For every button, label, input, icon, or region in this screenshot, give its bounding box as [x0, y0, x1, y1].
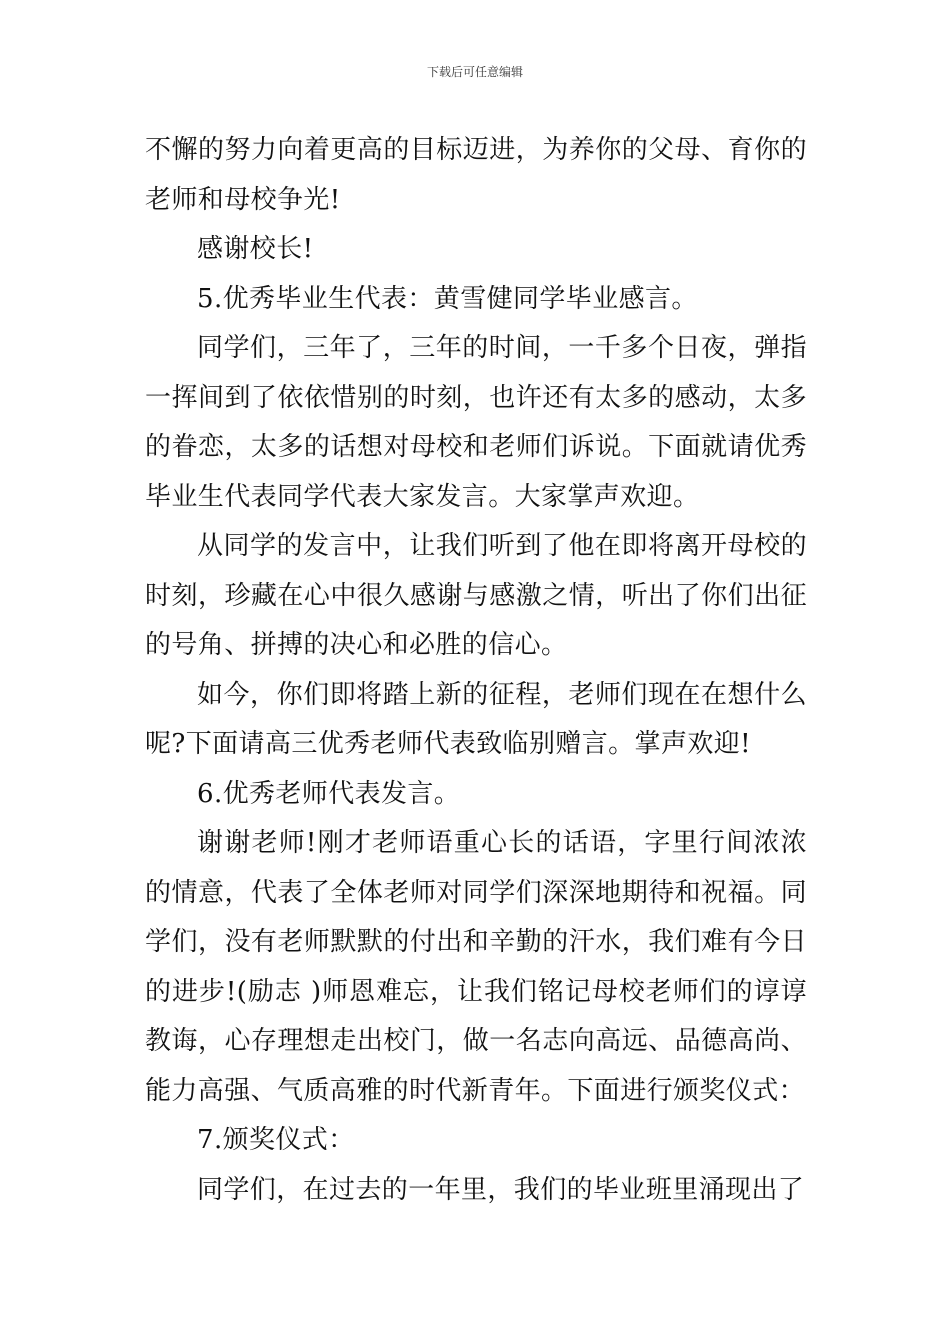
section-heading-7: 7.颁奖仪式： [197, 1125, 355, 1155]
document-body [145, 126, 807, 1215]
paragraph-after-student-speech: 从同学的发言中，让我们听到了他在即将离开母校的时刻，珍藏在心中很久感谢与感激之情，听出了你们出征的号角、拼搏的决心和必胜的信心。 [145, 531, 807, 660]
paragraph-after-teacher-speech: 谢谢老师!刚才老师语重心长的话语，字里行间浓浓的情意，代表了全体老师对同学们深深地期待和祝福。同学们，没有老师默默的付出和辛勤的汗水，我们难有今日的进步!(励志 )师恩难忘，让我们铭记母校老师们的谆谆教诲，心存理想走出校门，做一名志向高远、品德高尚、能力高强、气质高雅的时代新青年。下面进行颁奖仪式： [145, 828, 807, 1106]
paragraph-award-intro: 同学们，在过去的一年里，我们的毕业班里涌现出了 [197, 1174, 805, 1205]
section-heading-5: 5.优秀毕业生代表：黄雪健同学毕业感言。 [197, 283, 698, 314]
paragraph-thanks-principal: 感谢校长! [197, 234, 314, 264]
paragraph-intro-teacher-speech: 如今，你们即将踏上新的征程，老师们现在在想什么呢?下面请高三优秀老师代表致临别赠言。掌声欢迎! [145, 679, 807, 759]
paragraph-continuation: 不懈的努力向着更高的目标迈进，为养你的父母、育你的老师和母校争光! [145, 135, 807, 215]
page-header: 下载后可任意编辑 [426, 65, 523, 79]
paragraph-intro-student-speech: 同学们，三年了，三年的时间，一千多个日夜，弹指一挥间到了依依惜别的时刻，也许还有太多的感动，太多的眷恋，太多的话想对母校和老师们诉说。下面就请优秀毕业生代表同学代表大家发言。大家掌声欢迎。 [145, 333, 807, 512]
section-heading-6: 6.优秀老师代表发言。 [197, 778, 461, 809]
